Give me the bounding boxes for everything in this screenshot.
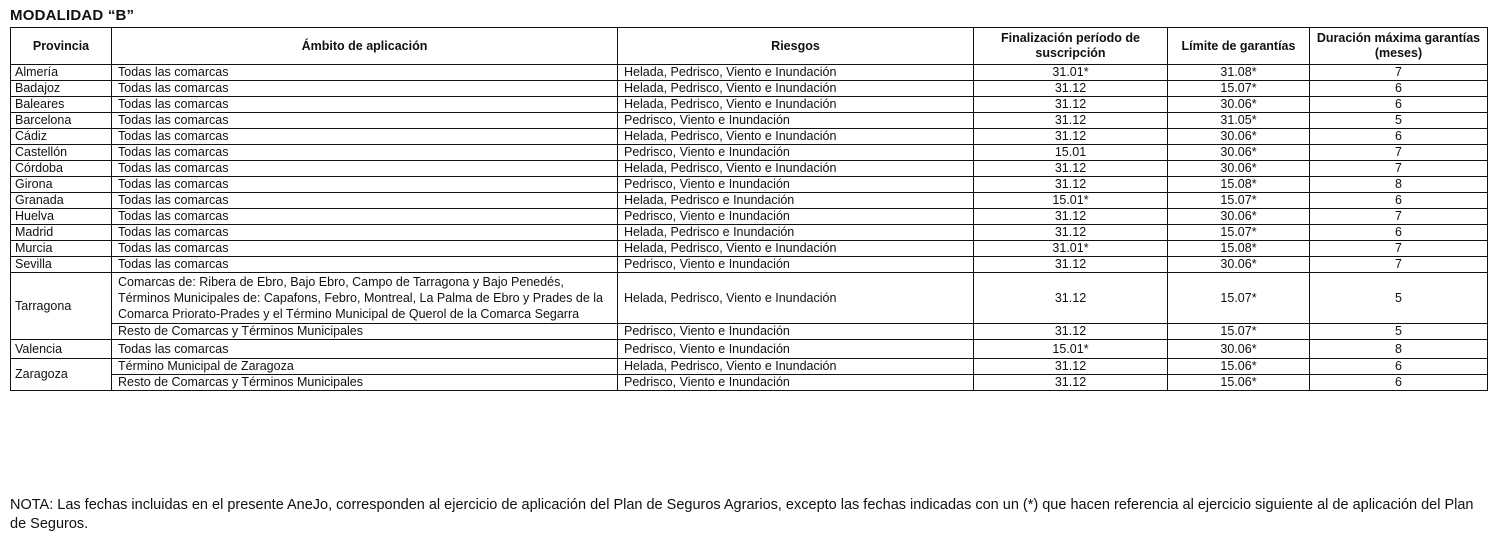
ambito-cell: Todas las comarcas bbox=[112, 209, 618, 225]
limite-cell: 15.07* bbox=[1168, 324, 1310, 340]
riesgos-cell: Pedrisco, Viento e Inundación bbox=[618, 340, 974, 359]
ambito-cell: Todas las comarcas bbox=[112, 113, 618, 129]
provincia-cell: Córdoba bbox=[11, 161, 112, 177]
provincia-cell: Baleares bbox=[11, 97, 112, 113]
riesgos-cell: Helada, Pedrisco, Viento e Inundación bbox=[618, 97, 974, 113]
table-row bbox=[11, 324, 1488, 340]
table-row bbox=[11, 161, 1488, 177]
provincia-cell: Almería bbox=[11, 65, 112, 81]
table-row bbox=[11, 241, 1488, 257]
ambito-cell: Todas las comarcas bbox=[112, 340, 618, 359]
duracion-cell: 6 bbox=[1310, 81, 1488, 97]
riesgos-cell: Pedrisco, Viento e Inundación bbox=[618, 324, 974, 340]
limite-cell: 15.06* bbox=[1168, 359, 1310, 375]
finalizacion-cell: 31.12 bbox=[974, 81, 1168, 97]
provincia-cell: Barcelona bbox=[11, 113, 112, 129]
riesgos-cell: Helada, Pedrisco, Viento e Inundación bbox=[618, 129, 974, 145]
riesgos-cell: Helada, Pedrisco, Viento e Inundación bbox=[618, 273, 974, 324]
finalizacion-cell: 31.12 bbox=[974, 273, 1168, 324]
provincia-cell: Murcia bbox=[11, 241, 112, 257]
header-ambito: Ámbito de aplicación bbox=[112, 28, 618, 65]
ambito-cell: Término Municipal de Zaragoza bbox=[112, 359, 618, 375]
table-row bbox=[11, 225, 1488, 241]
table-row bbox=[11, 177, 1488, 193]
riesgos-cell: Pedrisco, Viento e Inundación bbox=[618, 209, 974, 225]
ambito-cell: Todas las comarcas bbox=[112, 129, 618, 145]
ambito-cell: Todas las comarcas bbox=[112, 193, 618, 209]
provincia-cell: Cádiz bbox=[11, 129, 112, 145]
riesgos-cell: Helada, Pedrisco, Viento e Inundación bbox=[618, 161, 974, 177]
riesgos-cell: Helada, Pedrisco, Viento e Inundación bbox=[618, 81, 974, 97]
ambito-cell: Comarcas de: Ribera de Ebro, Bajo Ebro, Campo de Tarragona y Bajo Penedés, Términos Municipales de: Capafons, Febro, Montreal, La Palma de Ebro y Prades de la Comarca Priorato-Prades y el Término Municipal de Querol de la Comarca Segarra bbox=[112, 273, 618, 324]
finalizacion-cell: 31.12 bbox=[974, 324, 1168, 340]
riesgos-cell: Helada, Pedrisco e Inundación bbox=[618, 225, 974, 241]
riesgos-cell: Pedrisco, Viento e Inundación bbox=[618, 177, 974, 193]
finalizacion-cell: 31.12 bbox=[974, 359, 1168, 375]
riesgos-cell: Helada, Pedrisco, Viento e Inundación bbox=[618, 241, 974, 257]
limite-cell: 15.07* bbox=[1168, 225, 1310, 241]
duracion-cell: 7 bbox=[1310, 257, 1488, 273]
finalizacion-cell: 15.01* bbox=[974, 193, 1168, 209]
finalizacion-cell: 31.12 bbox=[974, 257, 1168, 273]
provincia-cell: Zaragoza bbox=[11, 359, 112, 391]
provincia-cell: Valencia bbox=[11, 340, 112, 359]
duracion-cell: 5 bbox=[1310, 324, 1488, 340]
table-row bbox=[11, 340, 1488, 359]
ambito-cell: Todas las comarcas bbox=[112, 81, 618, 97]
provincia-cell: Madrid bbox=[11, 225, 112, 241]
header-row bbox=[11, 28, 1488, 65]
limite-cell: 30.06* bbox=[1168, 97, 1310, 113]
duracion-cell: 5 bbox=[1310, 113, 1488, 129]
limite-cell: 15.07* bbox=[1168, 273, 1310, 324]
finalizacion-cell: 15.01* bbox=[974, 340, 1168, 359]
provincia-cell: Sevilla bbox=[11, 257, 112, 273]
table-row bbox=[11, 273, 1488, 324]
limite-cell: 30.06* bbox=[1168, 209, 1310, 225]
riesgos-cell: Helada, Pedrisco e Inundación bbox=[618, 193, 974, 209]
finalizacion-cell: 31.01* bbox=[974, 241, 1168, 257]
limite-cell: 30.06* bbox=[1168, 145, 1310, 161]
duracion-cell: 6 bbox=[1310, 97, 1488, 113]
ambito-cell: Resto de Comarcas y Términos Municipales bbox=[112, 324, 618, 340]
duracion-cell: 7 bbox=[1310, 209, 1488, 225]
provincia-cell: Huelva bbox=[11, 209, 112, 225]
duracion-cell: 6 bbox=[1310, 359, 1488, 375]
provincia-cell: Badajoz bbox=[11, 81, 112, 97]
limite-cell: 30.06* bbox=[1168, 257, 1310, 273]
table-row bbox=[11, 97, 1488, 113]
ambito-cell: Todas las comarcas bbox=[112, 177, 618, 193]
duracion-cell: 6 bbox=[1310, 193, 1488, 209]
limite-cell: 31.08* bbox=[1168, 65, 1310, 81]
limite-cell: 30.06* bbox=[1168, 129, 1310, 145]
ambito-cell: Todas las comarcas bbox=[112, 97, 618, 113]
finalizacion-cell: 31.12 bbox=[974, 375, 1168, 391]
table-row bbox=[11, 359, 1488, 375]
limite-cell: 15.08* bbox=[1168, 241, 1310, 257]
finalizacion-cell: 31.12 bbox=[974, 113, 1168, 129]
limite-cell: 15.06* bbox=[1168, 375, 1310, 391]
table-row bbox=[11, 375, 1488, 391]
limite-cell: 31.05* bbox=[1168, 113, 1310, 129]
finalizacion-cell: 31.12 bbox=[974, 225, 1168, 241]
ambito-cell: Todas las comarcas bbox=[112, 241, 618, 257]
finalizacion-cell: 31.12 bbox=[974, 161, 1168, 177]
ambito-cell: Todas las comarcas bbox=[112, 65, 618, 81]
header-provincia: Provincia bbox=[11, 28, 112, 65]
table-row bbox=[11, 257, 1488, 273]
table-row bbox=[11, 209, 1488, 225]
finalizacion-cell: 31.12 bbox=[974, 97, 1168, 113]
table-row bbox=[11, 129, 1488, 145]
duracion-cell: 6 bbox=[1310, 129, 1488, 145]
duracion-cell: 6 bbox=[1310, 225, 1488, 241]
footnote: NOTA: Las fechas incluidas en el presente AneJo, corresponden al ejercicio de aplicación del Plan de Seguros Agrarios, excepto las fechas indicadas con un (*) que hacen referencia al ejercicio siguiente al de aplicación del Plan de Seguros. bbox=[10, 497, 1474, 532]
riesgos-cell: Pedrisco, Viento e Inundación bbox=[618, 113, 974, 129]
riesgos-cell: Helada, Pedrisco, Viento e Inundación bbox=[618, 359, 974, 375]
header-finalizacion: Finalización período de suscripción bbox=[974, 28, 1168, 65]
document-title: MODALIDAD “B” bbox=[10, 7, 135, 24]
riesgos-cell: Pedrisco, Viento e Inundación bbox=[618, 145, 974, 161]
duracion-cell: 5 bbox=[1310, 273, 1488, 324]
limite-cell: 15.07* bbox=[1168, 193, 1310, 209]
table-row bbox=[11, 145, 1488, 161]
limite-cell: 15.07* bbox=[1168, 81, 1310, 97]
duracion-cell: 8 bbox=[1310, 340, 1488, 359]
duracion-cell: 6 bbox=[1310, 375, 1488, 391]
header-riesgos: Riesgos bbox=[618, 28, 974, 65]
riesgos-cell: Pedrisco, Viento e Inundación bbox=[618, 257, 974, 273]
table-row bbox=[11, 193, 1488, 209]
finalizacion-cell: 31.12 bbox=[974, 209, 1168, 225]
duracion-cell: 7 bbox=[1310, 161, 1488, 177]
insurance-table bbox=[10, 27, 1488, 391]
duracion-cell: 8 bbox=[1310, 177, 1488, 193]
table-row bbox=[11, 65, 1488, 81]
riesgos-cell: Pedrisco, Viento e Inundación bbox=[618, 375, 974, 391]
header-limite: Límite de garantías bbox=[1168, 28, 1310, 65]
provincia-cell: Tarragona bbox=[11, 273, 112, 340]
finalizacion-cell: 31.12 bbox=[974, 129, 1168, 145]
duracion-cell: 7 bbox=[1310, 145, 1488, 161]
provincia-cell: Castellón bbox=[11, 145, 112, 161]
ambito-cell: Resto de Comarcas y Términos Municipales bbox=[112, 375, 618, 391]
duracion-cell: 7 bbox=[1310, 241, 1488, 257]
riesgos-cell: Helada, Pedrisco, Viento e Inundación bbox=[618, 65, 974, 81]
provincia-cell: Granada bbox=[11, 193, 112, 209]
ambito-cell: Todas las comarcas bbox=[112, 257, 618, 273]
header-duracion: Duración máxima garantías (meses) bbox=[1310, 28, 1488, 65]
duracion-cell: 7 bbox=[1310, 65, 1488, 81]
table-row bbox=[11, 113, 1488, 129]
ambito-cell: Todas las comarcas bbox=[112, 161, 618, 177]
finalizacion-cell: 31.01* bbox=[974, 65, 1168, 81]
limite-cell: 15.08* bbox=[1168, 177, 1310, 193]
limite-cell: 30.06* bbox=[1168, 340, 1310, 359]
ambito-cell: Todas las comarcas bbox=[112, 225, 618, 241]
table-row bbox=[11, 81, 1488, 97]
ambito-cell: Todas las comarcas bbox=[112, 145, 618, 161]
finalizacion-cell: 31.12 bbox=[974, 177, 1168, 193]
limite-cell: 30.06* bbox=[1168, 161, 1310, 177]
finalizacion-cell: 15.01 bbox=[974, 145, 1168, 161]
provincia-cell: Girona bbox=[11, 177, 112, 193]
